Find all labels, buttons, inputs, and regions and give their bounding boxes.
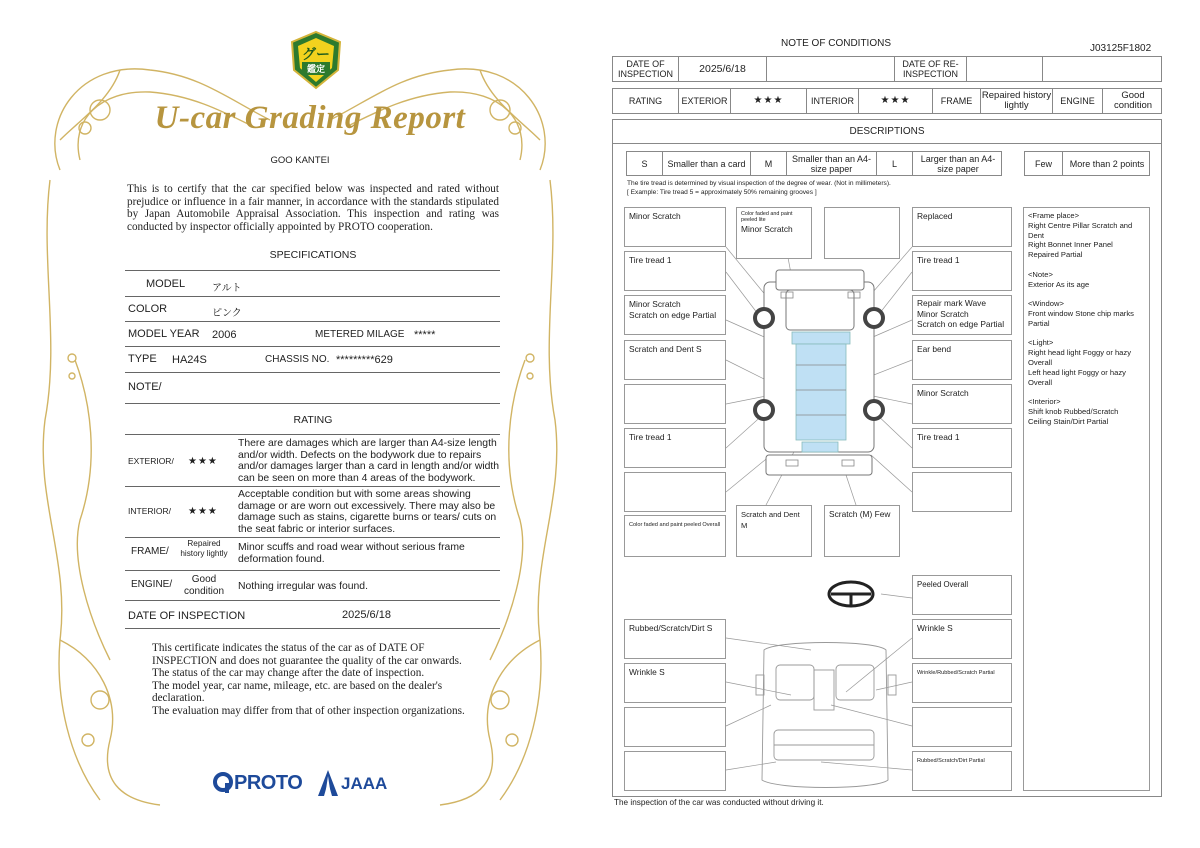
date-of-inspection-label: DATE OF INSPECTION	[613, 57, 679, 81]
sheet-footer: The inspection of the car was conducted without driving it.	[614, 798, 824, 807]
engine-text: Nothing irregular was found.	[238, 581, 368, 592]
metered-label: METERED MILAGE	[315, 329, 405, 340]
note-box-rear-hatch: Scratch (M) Few	[824, 505, 900, 557]
note-box-rear-right	[912, 472, 1012, 512]
color-label: COLOR	[128, 303, 168, 315]
frame-text: Minor scuffs and road wear without serious frame deformation found.	[238, 542, 465, 565]
note-box-interior-rear-right: Rubbed/Scratch/Dirt Partial	[912, 751, 1012, 791]
interior-text: Acceptable condition but with some areas showing damage or are worn out excessively. There may also be damage such as stains, cigarette burns or tears/ cuts on the seat fabric or interior surfaces.	[238, 489, 497, 535]
note-box-rear-bumper: Color faded and paint peeled Overall	[624, 515, 726, 557]
sheet-engine-label: ENGINE	[1053, 89, 1103, 113]
note-box-interior-seat-left: Wrinkle S	[624, 663, 726, 703]
color-value: ピンク	[212, 308, 242, 319]
engine-value: Good condition	[183, 574, 225, 597]
engine-label: ENGINE/	[131, 579, 173, 590]
date-of-inspection-value: 2025/6/18	[679, 57, 767, 81]
report-subtitle: GOO KANTEI	[270, 155, 330, 166]
note-box-left-door: Scratch and Dent S	[624, 340, 726, 380]
note-box-tire-rear-left: Tire tread 1	[624, 428, 726, 468]
note-box-left-rear-door	[624, 384, 726, 424]
sheet-title: NOTE OF CONDITIONS	[781, 38, 891, 49]
model-value: アルト	[212, 283, 242, 294]
exterior-text: There are damages which are larger than A4-size length and/or width. Defects on the bodywork due to repairs and/or damages larger than a card in length and/or width can be seen on more than 4 areas of the bodywork.	[238, 438, 500, 484]
jaaa-logo: JAAA	[318, 768, 398, 798]
note-box-right-fender: Repair mark Wave Minor Scratch Scratch on edge Partial	[912, 295, 1012, 335]
note-box-front-left: Minor Scratch	[624, 207, 726, 247]
note-box-left-fender: Minor Scratch Scratch on edge Partial	[624, 295, 726, 335]
sheet-exterior-label: EXTERIOR	[679, 89, 731, 113]
exterior-label: EXTERIOR/	[128, 456, 174, 466]
date-value: 2025/6/18	[342, 609, 391, 621]
note-box-right-rear-door: Minor Scratch	[912, 384, 1012, 424]
size-legend: S Smaller than a card M Smaller than an A4-size paper L Larger than an A4-size paper	[626, 151, 1002, 176]
model-label: MODEL	[146, 278, 186, 290]
note-label: NOTE/	[128, 381, 162, 393]
chassis-label: CHASSIS NO.	[265, 354, 330, 365]
note-box-rear-center: Scratch and Dent M	[736, 505, 812, 557]
note-box-interior-mid-left	[624, 707, 726, 747]
note-box-right-door: Ear bend	[912, 340, 1012, 380]
note-box-front-blank	[824, 207, 900, 259]
frame-label: FRAME/	[131, 546, 169, 557]
report-title: U-car Grading Report	[154, 100, 466, 136]
disclaimer: This certificate indicates the status of the car as of DATE OF INSPECTION and does not guarantee the quality of the car onwards. The status of the car may change after the date of inspection. The model year, car name, mileage, etc. are based on the dealer's declaration. The evaluation may differ from that of other inspection organizations.	[152, 642, 465, 717]
sheet-interior-stars: ★★★	[859, 89, 933, 113]
sheet-ref: J03125F1802	[1090, 43, 1152, 54]
type-label: TYPE	[128, 353, 157, 365]
certificate-intro: This is to certify that the car specified below was inspected and rated without prejudice or influence in a fair manner, in accordance with the standards stipulated by Japan Automobile Appraisal Association. This inspection and rating was conducted by inspector officially appointed by PROTO cooperation.	[127, 183, 499, 233]
exterior-stars: ★★★	[188, 456, 218, 467]
frame-value: Repaired history lightly	[180, 539, 228, 558]
specs-heading: SPECIFICATIONS	[269, 249, 357, 261]
note-box-rear-left	[624, 472, 726, 512]
metered-value: *****	[414, 329, 436, 341]
rating-heading: RATING	[293, 414, 333, 426]
note-box-tire-rear-right: Tire tread 1	[912, 428, 1012, 468]
date-label: DATE OF INSPECTION	[128, 610, 246, 622]
note-box-interior-front-right: Wrinkle S	[912, 619, 1012, 659]
sheet-frame-label: FRAME	[933, 89, 981, 113]
note-box-front-center: Color faded and paint peeled lite Minor Scratch	[736, 207, 812, 259]
reinspection-label: DATE OF RE-INSPECTION	[895, 57, 967, 81]
model-year-value: 2006	[212, 329, 237, 341]
sheet-engine-value: Good condition	[1113, 90, 1153, 111]
note-box-interior-rear-left	[624, 751, 726, 791]
interior-label: INTERIOR/	[128, 506, 171, 516]
sheet-interior-label: INTERIOR	[807, 89, 859, 113]
note-box-interior-seat-right: Wrinkle/Rubbed/Scratch Partial	[912, 663, 1012, 703]
interior-stars: ★★★	[188, 506, 218, 517]
sheet-frame-value: Repaired history lightly	[981, 90, 1052, 111]
model-year-label: MODEL YEAR	[128, 328, 200, 340]
note-box-steering: Peeled Overall	[912, 575, 1012, 615]
note-box-interior-front-left: Rubbed/Scratch/Dirt S	[624, 619, 726, 659]
type-value: HA24S	[172, 354, 207, 366]
note-of-conditions-sheet	[606, 0, 1200, 848]
chassis-value: *********629	[336, 354, 393, 366]
descriptions-heading: DESCRIPTIONS	[612, 120, 1162, 144]
few-legend: Few More than 2 points	[1024, 151, 1150, 176]
notes-column: <Frame place> Right Centre Pillar Scratch and Dent Right Bonnet Inner Panel Repaired Partial <Note> Exterior As its age <Window> Front window Stone chip marks Partial <Light> Right head light Foggy or hazy Overall Left head light Foggy or hazy Overall <Interior> Shift knob Rubbed/Scratch Ceiling Stain/Dirt Partial	[1023, 207, 1150, 791]
note-box-tire-front-left: Tire tread 1	[624, 251, 726, 291]
note-box-tire-front-right: Tire tread 1	[912, 251, 1012, 291]
tire-note: The tire tread is determined by visual inspection of the degree of wear. (Not in millimeters). [ Example: Tire tread 5 = approximately 50% remaining grooves ]	[627, 180, 891, 196]
proto-logo: PROTO	[212, 768, 312, 798]
goo-kantei-logo: グー 鑑定	[288, 30, 344, 92]
rating-label: RATING	[613, 89, 679, 113]
sheet-exterior-stars: ★★★	[731, 89, 807, 113]
note-box-interior-mid-right	[912, 707, 1012, 747]
note-box-front-right: Replaced	[912, 207, 1012, 247]
